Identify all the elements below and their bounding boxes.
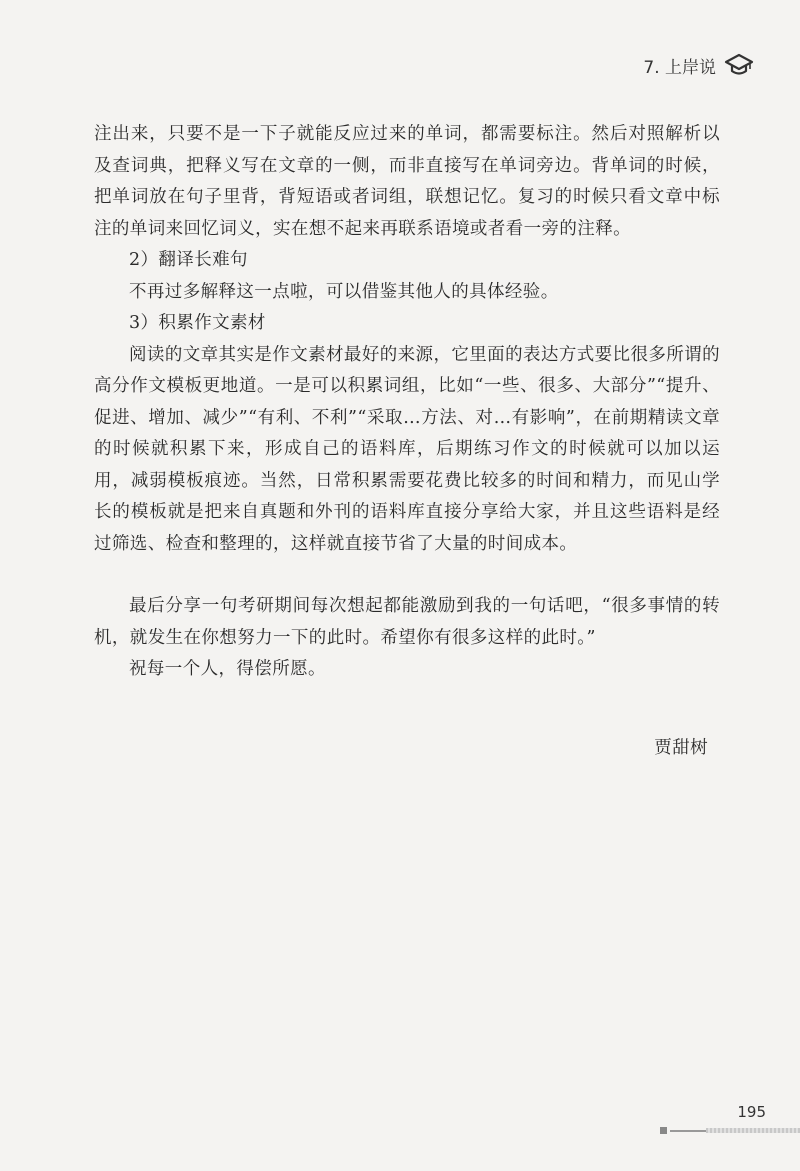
paragraph-writing-material: 阅读的文章其实是作文素材最好的来源，它里面的表达方式要比很多所谓的高分作文模板更地道。一是可以积累词组，比如“一些、很多、大部分”“提升、促进、增加、减少”“有利、不利”“采取…方法、对…有影响”，在前期精读文章的时候就积累下来，形成自己的语料库，后期练习作文的时候就可以加以运用，减弱模板痕迹。当然，日常积累需要花费比较多的时间和精力，而见山学长的模板就是把来自真题和外刊的语料库直接分享给大家，并且这些语料是经过筛选、检查和整理的，这样就直接节省了大量的时间成本。 <box>94 344 720 554</box>
paragraph-wish: 祝每一个人，得偿所愿。 <box>129 659 326 679</box>
paragraph-vocab-method: 注出来，只要不是一下子就能反应过来的单词，都需要标注。然后对照解析以及查词典，把释义写在文章的一侧，而非直接写在单词旁边。背单词的时候，把单词放在句子里背，背短语或者词组，联想记忆。复习的时候只看文章中标注的单词来回忆词义，实在想不起来再联系语境或者看一旁的注释。 <box>94 124 720 239</box>
body-text <box>94 119 720 686</box>
section-title: 7. 上岸说 <box>643 57 716 78</box>
author-signature: 贾甜树 <box>654 738 708 758</box>
subheading-writing-material: 3）积累作文素材 <box>129 313 266 333</box>
running-header <box>643 52 754 78</box>
paragraph-translation: 不再过多解释这一点啦，可以借鉴其他人的具体经验。 <box>129 281 559 302</box>
footer-shade <box>706 1128 800 1133</box>
paragraph-closing-quote: 最后分享一句考研期间每次想起都能激励到我的一句话吧，“很多事情的转机，就发生在你想努力一下的此时。希望你有很多这样的此时。” <box>94 596 720 648</box>
subheading-translation: 2）翻译长难句 <box>129 250 248 270</box>
footer-square <box>660 1127 667 1134</box>
page-number: 195 <box>737 1103 766 1121</box>
footer-line <box>670 1130 706 1132</box>
graduation-cap-icon <box>724 52 754 78</box>
footer-decoration <box>660 1127 800 1135</box>
